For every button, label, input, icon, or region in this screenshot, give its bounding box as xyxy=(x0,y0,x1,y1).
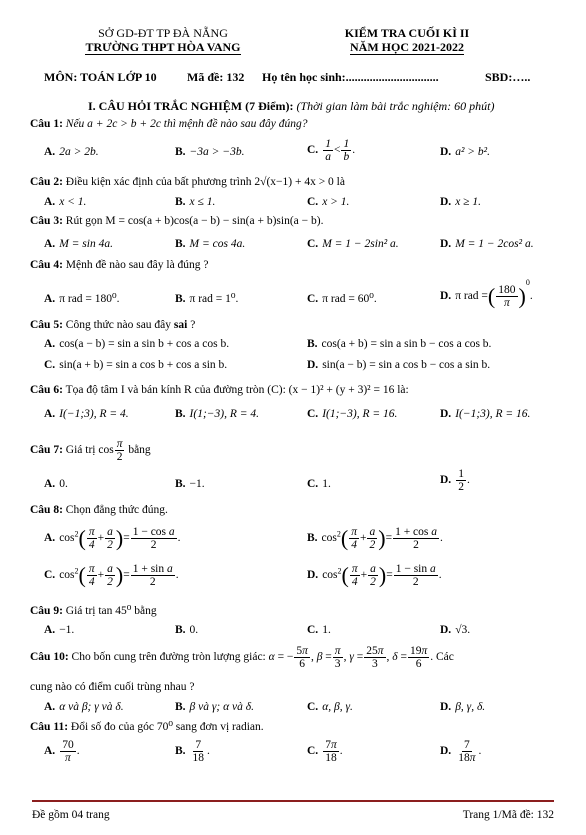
q2-option-b[interactable]: B. x ≤ 1. xyxy=(175,196,216,208)
q7-option-d[interactable]: D. $\frac{1}{2}$ . xyxy=(440,468,470,494)
q11-option-d[interactable]: D. $\frac{7}{18\pi}$ . xyxy=(440,739,482,765)
header-dept: SỞ GD-ĐT TP ĐÀ NẴNG xyxy=(98,26,228,40)
question-1: Câu 1: Nếu a + 2c > b + 2c thì mệnh đề nào sau đây đúng? xyxy=(30,118,308,130)
question-8: Câu 8: Chọn đẳng thức đúng. xyxy=(30,504,168,516)
q4-option-b[interactable]: B. π rad = 1⁰. xyxy=(175,293,239,305)
q5-option-d[interactable]: D. sin(a − b) = sin a cos b − cos a sin b. xyxy=(307,359,491,371)
q6-option-b[interactable]: B. I(1;−3), R = 4. xyxy=(175,408,260,420)
header-exam: KIỂM TRA CUỐI KÌ II xyxy=(344,26,470,40)
q2-option-d[interactable]: D. x ≥ 1. xyxy=(440,196,481,208)
question-11: Câu 11: Đổi số đo của góc 70⁰ sang đơn vị radian. xyxy=(30,721,264,733)
q9-option-a[interactable]: A. −1. xyxy=(44,624,75,636)
question-5: Câu 5: Công thức nào sau đây sai ? xyxy=(30,319,196,331)
q2-option-a[interactable]: A. x < 1. xyxy=(44,196,87,208)
q4-option-c[interactable]: C. π rad = 60⁰. xyxy=(307,293,377,305)
q10-option-c[interactable]: C. α, β, γ. xyxy=(307,701,353,713)
q5-option-c[interactable]: C. sin(a + b) = sin a cos b + cos a sin b. xyxy=(44,359,228,371)
q6-option-c[interactable]: C. I(1;−3), R = 16. xyxy=(307,408,398,420)
q1-option-a[interactable]: A. 2a > 2b. xyxy=(44,146,99,158)
q8-option-c[interactable]: C. $\cos^2$( $\frac{\pi}{4}$ + $\frac{a}{2}$ )= $\frac{\text{1 + sin a}}{2}$ . xyxy=(44,562,179,589)
section-title: I. CÂU HỎI TRẮC NGHIỆM (7 Điểm): (Thời gian làm bài trắc nghiệm: 60 phút) xyxy=(88,99,495,113)
question-7: Câu 7: Giá trị cos $\frac{\pi}{2}$ bằng xyxy=(30,438,151,464)
q6-option-a[interactable]: A. I(−1;3), R = 4. xyxy=(44,408,129,420)
q10-option-b[interactable]: B. β và γ; α và δ. xyxy=(175,701,254,713)
q8-option-a[interactable]: A. $\cos^2$( $\frac{\pi}{4}$ + $\frac{a}{2}$ )= $\frac{\text{1 − cos a}}{2}$ . xyxy=(44,525,181,552)
q7-option-b[interactable]: B. −1. xyxy=(175,478,205,490)
student-name-field: Họ tên học sinh:............................... xyxy=(262,70,439,84)
question-2: Câu 2: Điều kiện xác định của bất phương trình 2√(x−1) + 4x > 0 là xyxy=(30,176,345,188)
q11-option-a[interactable]: A. $\frac{70}{\pi}$ . xyxy=(44,739,80,765)
q7-option-c[interactable]: C. 1. xyxy=(307,478,331,490)
q5-option-b[interactable]: B. cos(a + b) = sin a sin b − cos a cos b. xyxy=(307,338,492,350)
q3-option-a[interactable]: A. M = sin 4a. xyxy=(44,238,113,250)
subject: MÔN: TOÁN LỚP 10 xyxy=(44,70,157,84)
q9-option-d[interactable]: D. √3. xyxy=(440,624,471,636)
q1-option-d[interactable]: D. a² > b². xyxy=(440,146,490,158)
q9-option-c[interactable]: C. 1. xyxy=(307,624,331,636)
q4-option-a[interactable]: A. π rad = 180⁰. xyxy=(44,293,120,305)
exam-code: Mã đề: 132 xyxy=(187,70,245,84)
question-9: Câu 9: Giá trị tan 45⁰ bằng xyxy=(30,605,157,617)
q3-option-b[interactable]: B. M = cos 4a. xyxy=(175,238,246,250)
footer-rule xyxy=(32,800,554,802)
q3-option-c[interactable]: C. M = 1 − 2sin² a. xyxy=(307,238,399,250)
q7-option-a[interactable]: A. 0. xyxy=(44,478,68,490)
question-10-line2: cung nào có điểm cuối trùng nhau ? xyxy=(30,681,195,693)
q4-option-d[interactable]: D. π rad =( $\frac{180}{\pi}$ )$^0$. xyxy=(440,278,533,309)
q11-option-b[interactable]: B. $\frac{7}{18}$ . xyxy=(175,739,210,765)
q5-option-a[interactable]: A. cos(a − b) = sin a sin b + cos a cos b. xyxy=(44,338,230,350)
q3-option-d[interactable]: D. M = 1 − 2cos² a. xyxy=(440,238,534,250)
q1-option-c[interactable]: C. $\frac{1}{a}$ < $\frac{1}{b}$ . xyxy=(307,138,356,164)
q8-option-d[interactable]: D. $\cos^2$( $\frac{\pi}{4}$ + $\frac{a}{2}$ )= $\frac{\text{1 − sin a}}{2}$ . xyxy=(307,562,442,589)
question-6: Câu 6: Tọa độ tâm I và bán kính R của đường tròn (C): (x − 1)² + (y + 3)² = 16 là: xyxy=(30,384,409,396)
q8-option-b[interactable]: B. $\cos^2$( $\frac{\pi}{4}$ + $\frac{a}{2}$ )= $\frac{\text{1 + cos a}}{2}$ . xyxy=(307,525,443,552)
question-4: Câu 4: Mệnh đề nào sau đây là đúng ? xyxy=(30,259,209,271)
q11-option-c[interactable]: C. $\frac{7\pi}{18}$ . xyxy=(307,739,343,765)
q2-option-c[interactable]: C. x > 1. xyxy=(307,196,350,208)
question-3: Câu 3: Rút gọn M = cos(a + b)cos(a − b) − sin(a + b)sin(a − b). xyxy=(30,215,324,227)
header-year: NĂM HỌC 2021-2022 xyxy=(350,40,464,54)
question-10: Câu 10: Cho bốn cung trên đường tròn lượng giác: α = − $\frac{5\pi}{6}$ , β = $\frac{\pi}{3}$ , γ = $\frac{25\pi}{3}$ , δ = $\frac{19\pi}{6}$ . Các xyxy=(30,645,454,671)
q1-option-b[interactable]: B. −3a > −3b. xyxy=(175,146,245,158)
footer-page-number: Trang 1/Mã đề: 132 xyxy=(462,809,554,821)
q9-option-b[interactable]: B. 0. xyxy=(175,624,199,636)
sbd-field: SBD:….. xyxy=(485,70,531,84)
q6-option-d[interactable]: D. I(−1;3), R = 16. xyxy=(440,408,531,420)
q10-option-d[interactable]: D. β, γ, δ. xyxy=(440,701,486,713)
header-school: TRƯỜNG THPT HÒA VANG xyxy=(85,40,241,54)
q10-option-a[interactable]: A. α và β; γ và δ. xyxy=(44,701,124,713)
footer-pages: Đề gồm 04 trang xyxy=(32,809,110,821)
